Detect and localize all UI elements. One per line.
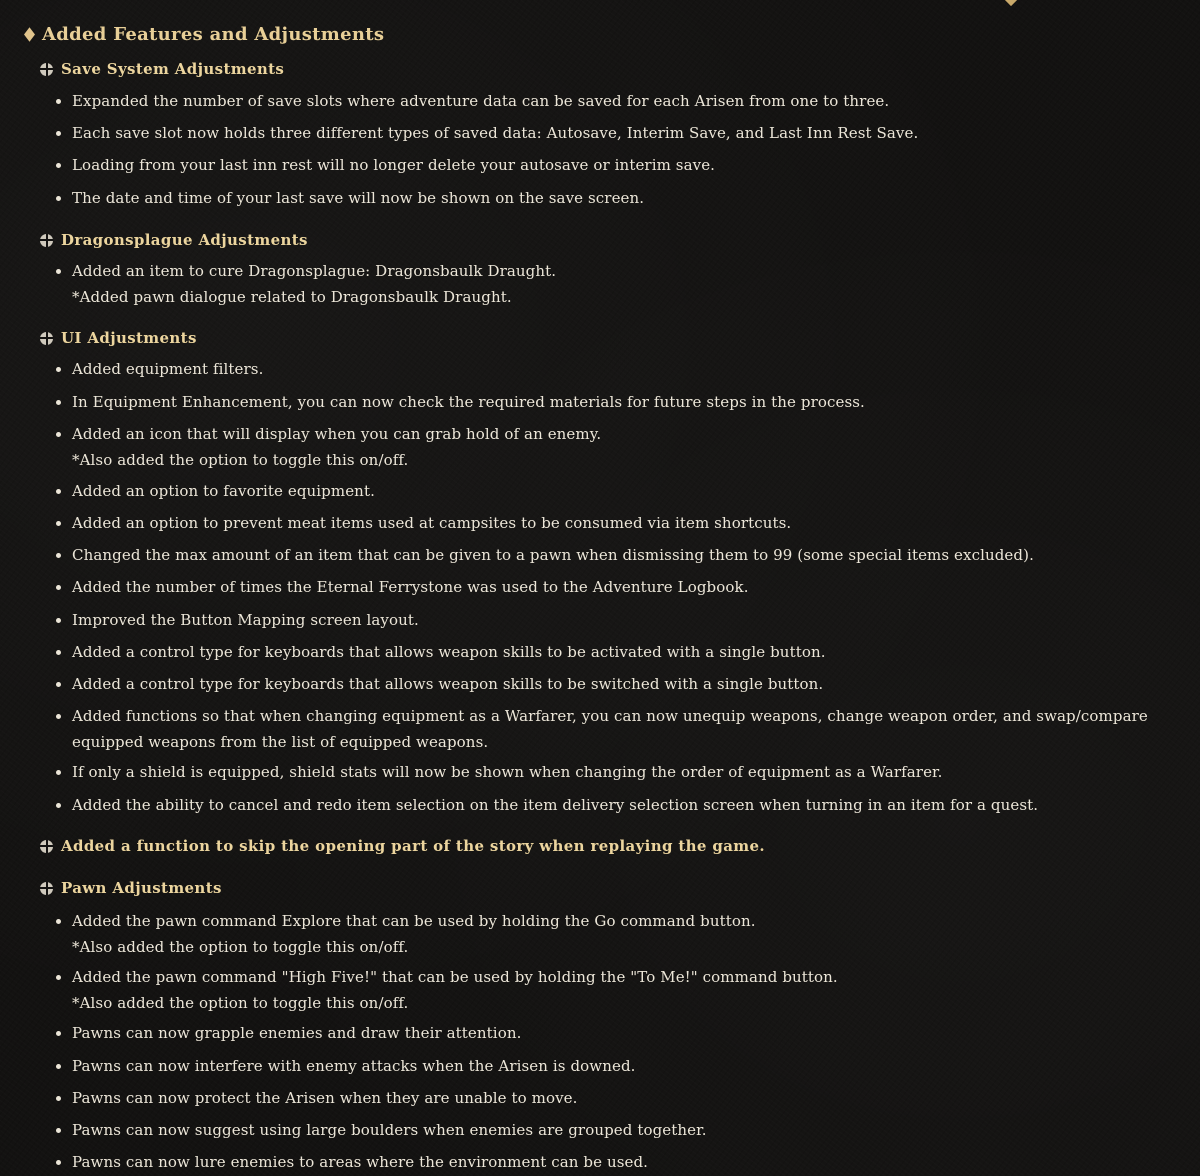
list-item-text: If only a shield is equipped, shield stats will now be shown when changing the order of equipment as a Warfarer. bbox=[72, 763, 943, 781]
bullet-icon bbox=[56, 367, 61, 372]
bullet-icon bbox=[56, 269, 61, 274]
list-item bbox=[72, 793, 1182, 819]
list-item-text: Loading from your last inn rest will no longer delete your autosave or interim save. bbox=[72, 156, 716, 174]
list-item bbox=[72, 1150, 1182, 1176]
bullet-icon bbox=[56, 975, 61, 980]
bullet-icon bbox=[56, 99, 61, 104]
list-item-text: Added equipment filters. bbox=[72, 360, 264, 378]
list-item-text: Each save slot now holds three different types of saved data: Autosave, Interim Save, and Last Inn Rest Save. bbox=[72, 124, 919, 142]
list-item bbox=[72, 1118, 1182, 1144]
bullet-icon bbox=[56, 131, 61, 136]
list-item-note: *Added pawn dialogue related to Dragonsbaulk Draught. bbox=[72, 287, 512, 306]
bullet-icon bbox=[56, 919, 61, 924]
list-item-text: Pawns can now lure enemies to areas where the environment can be used. bbox=[72, 1153, 649, 1171]
bullet-icon bbox=[56, 489, 61, 494]
section-title: Pawn Adjustments bbox=[61, 879, 222, 897]
list-item-text: Pawns can now grapple enemies and draw their attention. bbox=[72, 1024, 522, 1042]
bullet-icon bbox=[56, 770, 61, 775]
top-ornament bbox=[1004, 0, 1018, 6]
list-item-text: Added a control type for keyboards that allows weapon skills to be switched with a single button. bbox=[72, 675, 824, 693]
list-item-text: Added an icon that will display when you can grab hold of an enemy. bbox=[72, 425, 602, 443]
section-heading-pawn bbox=[40, 879, 222, 897]
bullet-icon bbox=[56, 1031, 61, 1036]
bullet-icon bbox=[56, 400, 61, 405]
bullet-icon bbox=[56, 432, 61, 437]
list-item-text: Pawns can now suggest using large boulders when enemies are grouped together. bbox=[72, 1121, 707, 1139]
bullet-icon bbox=[56, 1160, 61, 1165]
bullet-icon bbox=[56, 521, 61, 526]
bullet-icon bbox=[56, 714, 61, 719]
list-item-text: Added an option to favorite equipment. bbox=[72, 482, 375, 500]
list-item bbox=[72, 672, 1182, 698]
list-item bbox=[72, 1086, 1182, 1112]
bullet-icon bbox=[56, 650, 61, 655]
list-item bbox=[72, 479, 1182, 505]
section-heading-dragonsplague bbox=[40, 231, 308, 249]
list-item bbox=[72, 186, 1182, 212]
list-item-text: Added the number of times the Eternal Ferrystone was used to the Adventure Logbook. bbox=[72, 578, 749, 596]
bullet-icon bbox=[56, 196, 61, 201]
list-item bbox=[72, 259, 1182, 310]
list-item-text: Improved the Button Mapping screen layout. bbox=[72, 611, 419, 629]
bullet-icon bbox=[56, 553, 61, 558]
list-item-text: Added functions so that when changing equipment as a Warfarer, you can now unequip weapons, change weapon order, and swap/compare equipped weapons from the list of equipped weapons. bbox=[72, 707, 1148, 751]
bullet-icon bbox=[56, 682, 61, 687]
list-item-text: In Equipment Enhancement, you can now check the required materials for future steps in the process. bbox=[72, 393, 865, 411]
list-item bbox=[72, 704, 1182, 755]
list-item bbox=[72, 640, 1182, 666]
list-item bbox=[72, 760, 1182, 786]
list-item bbox=[72, 909, 1182, 960]
list-item-text: Added a control type for keyboards that allows weapon skills to be activated with a single button. bbox=[72, 643, 826, 661]
list-item bbox=[72, 1021, 1182, 1047]
cross-icon bbox=[40, 63, 53, 76]
list-item bbox=[72, 965, 1182, 1016]
list-item-note: *Also added the option to toggle this on/off. bbox=[72, 937, 409, 956]
bullet-icon bbox=[56, 585, 61, 590]
list-item-text: Expanded the number of save slots where adventure data can be saved for each Arisen from one to three. bbox=[72, 92, 890, 110]
cross-icon bbox=[40, 234, 53, 247]
bullet-icon bbox=[56, 1064, 61, 1069]
cross-icon bbox=[40, 882, 53, 895]
section-heading-save-system bbox=[40, 60, 284, 78]
list-item bbox=[72, 357, 1182, 383]
main-heading-text: Added Features and Adjustments bbox=[42, 24, 385, 45]
section-title: Dragonsplague Adjustments bbox=[61, 231, 308, 249]
list-item bbox=[72, 511, 1182, 537]
list-item-text: Pawns can now protect the Arisen when they are unable to move. bbox=[72, 1089, 578, 1107]
section-title: Added a function to skip the opening part of the story when replaying the game. bbox=[61, 837, 765, 855]
list-item-text: Added the ability to cancel and redo item selection on the item delivery selection screen when turning in an item for a quest. bbox=[72, 796, 1039, 814]
list-item-note: *Also added the option to toggle this on/off. bbox=[72, 993, 409, 1012]
cross-icon bbox=[40, 332, 53, 345]
list-item-text: Changed the max amount of an item that can be given to a pawn when dismissing them to 99 (some special items excluded). bbox=[72, 546, 1034, 564]
list-item-text: Added an option to prevent meat items used at campsites to be consumed via item shortcuts. bbox=[72, 514, 792, 532]
bullet-icon bbox=[56, 1096, 61, 1101]
bullet-icon bbox=[56, 618, 61, 623]
bullet-icon bbox=[56, 803, 61, 808]
list-item-text: The date and time of your last save will now be shown on the save screen. bbox=[72, 189, 645, 207]
section-heading-ui bbox=[40, 329, 197, 347]
list-item-text: Added an item to cure Dragonsplague: Dragonsbaulk Draught. bbox=[72, 262, 557, 280]
list-item-text: Added the pawn command Explore that can be used by holding the Go command button. bbox=[72, 912, 756, 930]
section-title: Save System Adjustments bbox=[61, 60, 285, 78]
list-item bbox=[72, 1054, 1182, 1080]
section-heading-skip-opening bbox=[40, 837, 765, 855]
bullet-icon bbox=[56, 163, 61, 168]
cross-icon bbox=[40, 840, 53, 853]
list-item-text: Added the pawn command "High Five!" that can be used by holding the "To Me!" command button. bbox=[72, 968, 838, 986]
list-item bbox=[72, 89, 1182, 115]
main-heading bbox=[24, 24, 384, 45]
list-item bbox=[72, 608, 1182, 634]
bullet-icon bbox=[56, 1128, 61, 1133]
list-item bbox=[72, 390, 1182, 416]
list-item bbox=[72, 575, 1182, 601]
diamond-icon bbox=[24, 27, 34, 43]
list-item bbox=[72, 153, 1182, 179]
list-item bbox=[72, 543, 1182, 569]
section-title: UI Adjustments bbox=[61, 329, 197, 347]
list-item-text: Pawns can now interfere with enemy attacks when the Arisen is downed. bbox=[72, 1057, 636, 1075]
list-item-note: *Also added the option to toggle this on/off. bbox=[72, 450, 409, 469]
list-item bbox=[72, 121, 1182, 147]
list-item bbox=[72, 422, 1182, 473]
